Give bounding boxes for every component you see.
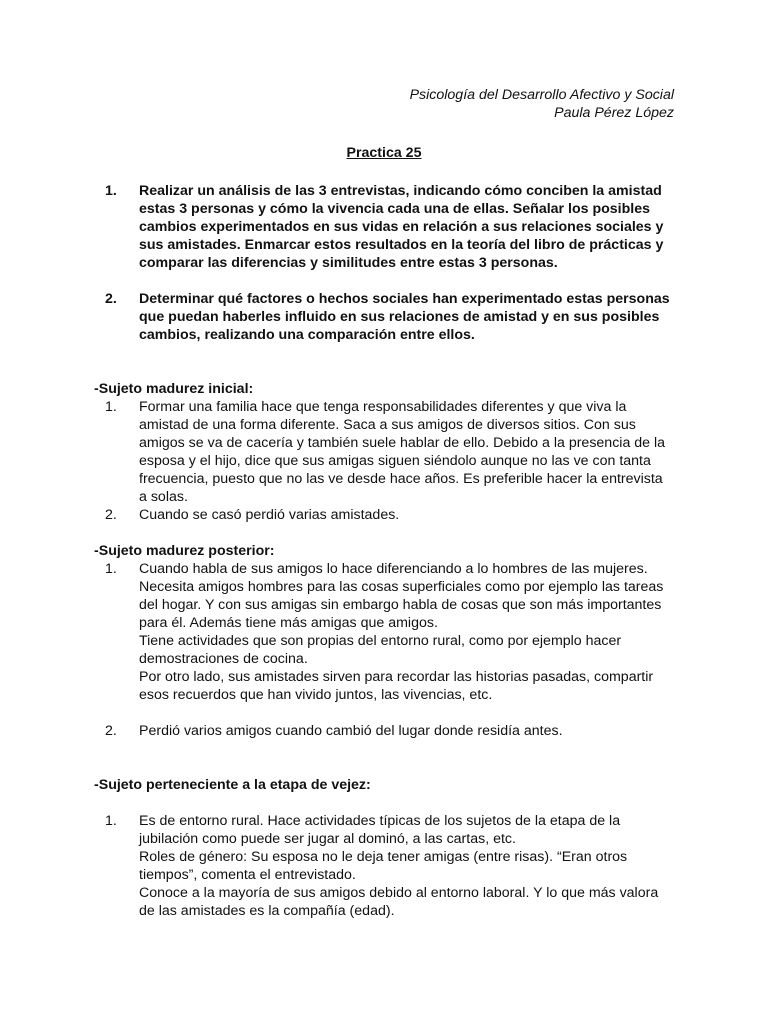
answer-item	[94, 506, 674, 524]
answer-number: 2.	[105, 723, 117, 739]
course-name: Psicología del Desarrollo Afectivo y Social	[409, 87, 674, 103]
answer-item	[94, 560, 674, 704]
answer-list	[94, 398, 674, 524]
section-vejez	[94, 776, 674, 920]
instruction-number: 2.	[105, 291, 117, 307]
answer-text: Perdió varios amigos cuando cambió del lugar donde residía antes.	[139, 723, 563, 739]
answer-number: 1.	[105, 399, 117, 415]
section-madurez-posterior	[94, 542, 674, 740]
answer-text: Cuando habla de sus amigos lo hace diferenciando a lo hombres de las mujeres. Necesita amigos hombres para las cosas superficiales como por ejemplo las tareas del hogar. Y con sus amigas sin embargo habla de cosas que son más importantes para él. Además tiene más amigas que amigos. Tiene actividades que son propias del entorno rural, como por ejemplo hacer demostraciones de cocina. Por otro lado, sus amistades sirven para recordar las historias pasadas, compartir esos recuerdos que han vivido juntos, las vivencias, etc.	[139, 561, 664, 703]
answer-text: Cuando se casó perdió varias amistades.	[139, 507, 400, 523]
section-heading: -Sujeto madurez posterior:	[94, 543, 275, 559]
document-page	[94, 86, 674, 920]
instruction-text: Determinar qué factores o hechos sociales han experimentado estas personas que puedan haberles influido en sus relaciones de amistad y en sus posibles cambios, realizando una comparación entre ellos.	[139, 291, 670, 343]
document-header	[94, 86, 674, 122]
document-title: Practica 25	[346, 145, 422, 161]
section-heading: -Sujeto perteneciente a la etapa de vejez:	[94, 777, 371, 793]
answer-number: 1.	[105, 561, 117, 577]
answer-text: Formar una familia hace que tenga responsabilidades diferentes y que viva la amistad de una forma diferente. Saca a sus amigos de diversos sitios. Con sus amigos se va de cacería y también suele hablar de ello. Debido a la presencia de la esposa y el hijo, dice que sus amigas siguen siéndolo aunque no las ve con tanta frecuencia, puesto que no las ve desde hace años. Es preferible hacer la entrevista a solas.	[139, 399, 666, 505]
answer-item	[94, 722, 674, 740]
answer-list	[94, 560, 674, 740]
answer-number: 1.	[105, 813, 117, 829]
instructions-list	[94, 182, 674, 344]
answer-number: 2.	[105, 507, 117, 523]
instruction-number: 1.	[105, 183, 117, 199]
answer-text: Es de entorno rural. Hace actividades típicas de los sujetos de la etapa de la jubilación como puede ser jugar al dominó, a las cartas, etc. Roles de género: Su esposa no le deja tener amigas (entre risas). “Eran otros tiempos”, comenta el entrevistado. Conoce a la mayoría de sus amigos debido al entorno laboral. Y lo que más valora de las amistades es la compañía (edad).	[139, 813, 659, 919]
instruction-item	[94, 182, 674, 272]
author-name: Paula Pérez López	[554, 105, 674, 121]
instruction-text: Realizar un análisis de las 3 entrevistas, indicando cómo conciben la amistad estas 3 personas y cómo la vivencia cada una de ellas. Señalar los posibles cambios experimentados en sus vidas en relación a sus relaciones sociales y sus amistades. Enmarcar estos resultados en la teoría del libro de prácticas y comparar las diferencias y similitudes entre estas 3 personas.	[139, 183, 664, 271]
instruction-item	[94, 290, 674, 344]
section-heading: -Sujeto madurez inicial:	[94, 381, 254, 397]
answer-item	[94, 398, 674, 506]
section-madurez-inicial	[94, 380, 674, 524]
answer-list	[94, 812, 674, 920]
answer-item	[94, 812, 674, 920]
